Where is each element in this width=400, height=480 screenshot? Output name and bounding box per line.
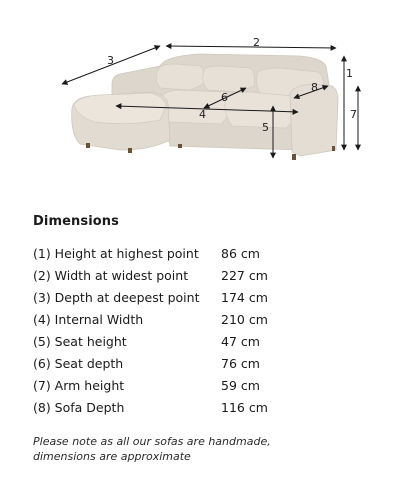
spec-label: (1) Height at highest point xyxy=(33,245,199,261)
spec-row-seat-height xyxy=(33,330,268,352)
spec-label: (2) Width at widest point xyxy=(33,267,189,283)
spec-row-internal-width xyxy=(33,308,268,330)
dimensions-heading: Dimensions xyxy=(33,214,119,229)
dimensions-list xyxy=(33,242,268,418)
sofa-right-arm xyxy=(290,84,338,156)
spec-value: 59 cm xyxy=(221,377,260,393)
spec-row-arm-height xyxy=(33,374,268,396)
spec-label: (7) Arm height xyxy=(33,377,125,393)
spec-value: 174 cm xyxy=(221,289,268,305)
spec-label: (4) Internal Width xyxy=(33,311,144,327)
note-line: Please note as all our sofas are handmade, xyxy=(33,435,271,448)
spec-value: 227 cm xyxy=(221,267,268,283)
spec-label: (6) Seat depth xyxy=(33,355,124,371)
spec-value: 47 cm xyxy=(221,333,260,349)
arrow-width xyxy=(166,46,336,48)
sofa-leg xyxy=(292,154,296,160)
dimension-label-8: 8 xyxy=(311,81,318,94)
spec-value: 116 cm xyxy=(221,399,268,415)
sofa-leg xyxy=(86,143,90,148)
back-cushion-left xyxy=(156,64,204,90)
spec-row-seat-depth xyxy=(33,352,268,374)
dimension-label-5: 5 xyxy=(262,121,269,134)
dimension-label-4: 4 xyxy=(199,108,206,121)
sofa-leg xyxy=(178,144,182,148)
spec-row-width xyxy=(33,264,268,286)
spec-label: (8) Sofa Depth xyxy=(33,399,125,415)
sofa-leg xyxy=(332,146,335,151)
dimension-label-3: 3 xyxy=(107,54,114,67)
sofa-dimension-diagram xyxy=(0,0,400,200)
spec-value: 76 cm xyxy=(221,355,260,371)
sofa-image xyxy=(72,54,338,160)
spec-row-depth xyxy=(33,286,268,308)
spec-value: 210 cm xyxy=(221,311,268,327)
handmade-note xyxy=(33,434,353,464)
back-cushion-middle xyxy=(203,66,255,92)
dimension-label-1: 1 xyxy=(346,67,353,80)
chaise-cushion xyxy=(74,93,166,124)
sofa-leg xyxy=(128,148,132,153)
dimension-label-6: 6 xyxy=(221,91,228,104)
spec-row-sofa-depth xyxy=(33,396,268,418)
spec-value: 86 cm xyxy=(221,245,260,261)
dimension-label-2: 2 xyxy=(253,36,260,49)
spec-label: (3) Depth at deepest point xyxy=(33,289,200,305)
seat-cushion-left xyxy=(159,90,230,124)
spec-label: (5) Seat height xyxy=(33,333,127,349)
spec-row-height xyxy=(33,242,268,264)
note-line: dimensions are approximate xyxy=(33,450,191,463)
dimension-label-7: 7 xyxy=(350,108,357,121)
